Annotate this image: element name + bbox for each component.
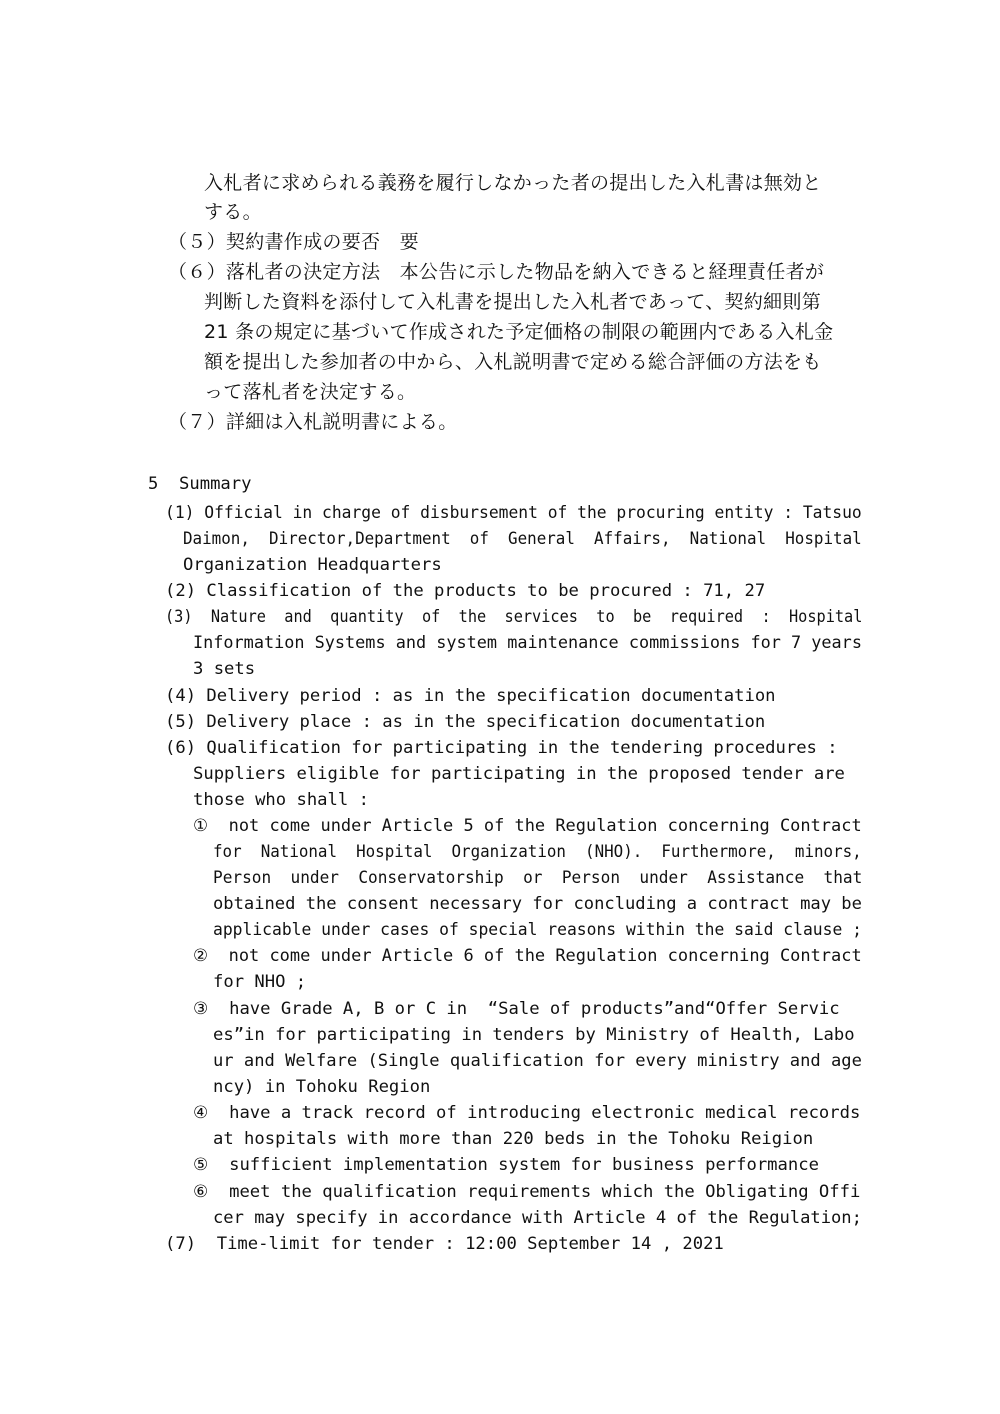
jp-item-6-line-1: （６）落札者の決定方法 本公告に示した物品を納入できると経理責任者が bbox=[168, 261, 825, 283]
summary-item-7: (7) Time-limit for tender : 12:00 September 14 , 2021 bbox=[165, 1234, 724, 1254]
summary-item-6-line-1: (6) Qualification for participating in the tendering procedures : bbox=[165, 738, 838, 758]
summary-item-6-line-3: those who shall : bbox=[193, 790, 369, 810]
qualification-6-line-2: cer may specify in accordance with Article 4 of the Regulation; bbox=[213, 1208, 862, 1228]
summary-item-1-line-2: Daimon, Director,Department of General Affairs, National Hospital bbox=[183, 529, 862, 549]
qualification-6-line-1: ⑥ meet the qualification requirements which the Obligating Offi bbox=[193, 1182, 861, 1202]
jp-item-6-line-3: 21 条の規定に基づいて作成された予定価格の制限の範囲内である入札金 bbox=[204, 321, 834, 343]
summary-item-3-line-1: (3) Nature and quantity of the services to be required : Hospital bbox=[165, 607, 863, 627]
jp-item-7: （７）詳細は入札説明書による。 bbox=[168, 411, 458, 433]
summary-item-6-line-2: Suppliers eligible for participating in the proposed tender are bbox=[193, 764, 845, 784]
summary-item-2: (2) Classification of the products to be procured : 71, 27 bbox=[165, 581, 766, 601]
jp-item-6-line-5: って落札者を決定する。 bbox=[204, 381, 417, 403]
qualification-3-line-2: es”in for participating in tenders by Ministry of Health, Labo bbox=[213, 1025, 855, 1045]
summary-item-1-line-1: (1) Official in charge of disbursement of the procuring entity : Tatsuo bbox=[165, 503, 862, 523]
qualification-1-line-3: Person under Conservatorship or Person under Assistance that bbox=[213, 868, 863, 888]
summary-item-3-line-2: Information Systems and system maintenance commissions for 7 years bbox=[193, 633, 862, 653]
qualification-1-line-5: applicable under cases of special reasons within the said clause ; bbox=[213, 920, 862, 940]
jp-item-6-line-2: 判断した資料を添付して入札書を提出した入札者であって、契約細則第 bbox=[204, 291, 822, 313]
summary-item-1-line-3: Organization Headquarters bbox=[183, 555, 442, 575]
summary-item-4: (4) Delivery period : as in the specification documentation bbox=[165, 686, 776, 706]
qualification-1-line-2: for National Hospital Organization (NHO). Furthermore, minors, bbox=[213, 842, 862, 862]
qualification-3-line-4: ncy) in Tohoku Region bbox=[213, 1077, 431, 1097]
qualification-5: ⑤ sufficient implementation system for business performance bbox=[193, 1155, 819, 1175]
summary-item-3-line-3: 3 sets bbox=[193, 659, 256, 679]
jp-continuation-line-2: する。 bbox=[204, 201, 262, 223]
qualification-3-line-3: ur and Welfare (Single qualification for every ministry and age bbox=[213, 1051, 862, 1071]
qualification-2-line-2: for NHO ; bbox=[213, 972, 307, 992]
jp-item-5: （５）契約書作成の要否 要 bbox=[168, 231, 419, 253]
jp-item-6-line-4: 額を提出した参加者の中から、入札説明書で定める総合評価の方法をも bbox=[204, 351, 822, 373]
jp-continuation-line-1: 入札者に求められる義務を履行しなかった者の提出した入札書は無効と bbox=[204, 172, 822, 194]
qualification-4-line-1: ④ have a track record of introducing electronic medical records bbox=[193, 1103, 861, 1123]
qualification-4-line-2: at hospitals with more than 220 beds in the Tohoku Reigion bbox=[213, 1129, 814, 1149]
qualification-1-line-1: ① not come under Article 5 of the Regulation concerning Contract bbox=[193, 816, 862, 836]
qualification-3-line-1: ③ have Grade A, B or C in “Sale of products”and“Offer Servic bbox=[193, 999, 840, 1019]
qualification-1-line-4: obtained the consent necessary for concluding a contract may be bbox=[213, 894, 862, 914]
summary-item-5: (5) Delivery place : as in the specification documentation bbox=[165, 712, 766, 732]
summary-heading: 5 Summary bbox=[148, 474, 252, 494]
qualification-2-line-1: ② not come under Article 6 of the Regulation concerning Contract bbox=[193, 946, 862, 966]
